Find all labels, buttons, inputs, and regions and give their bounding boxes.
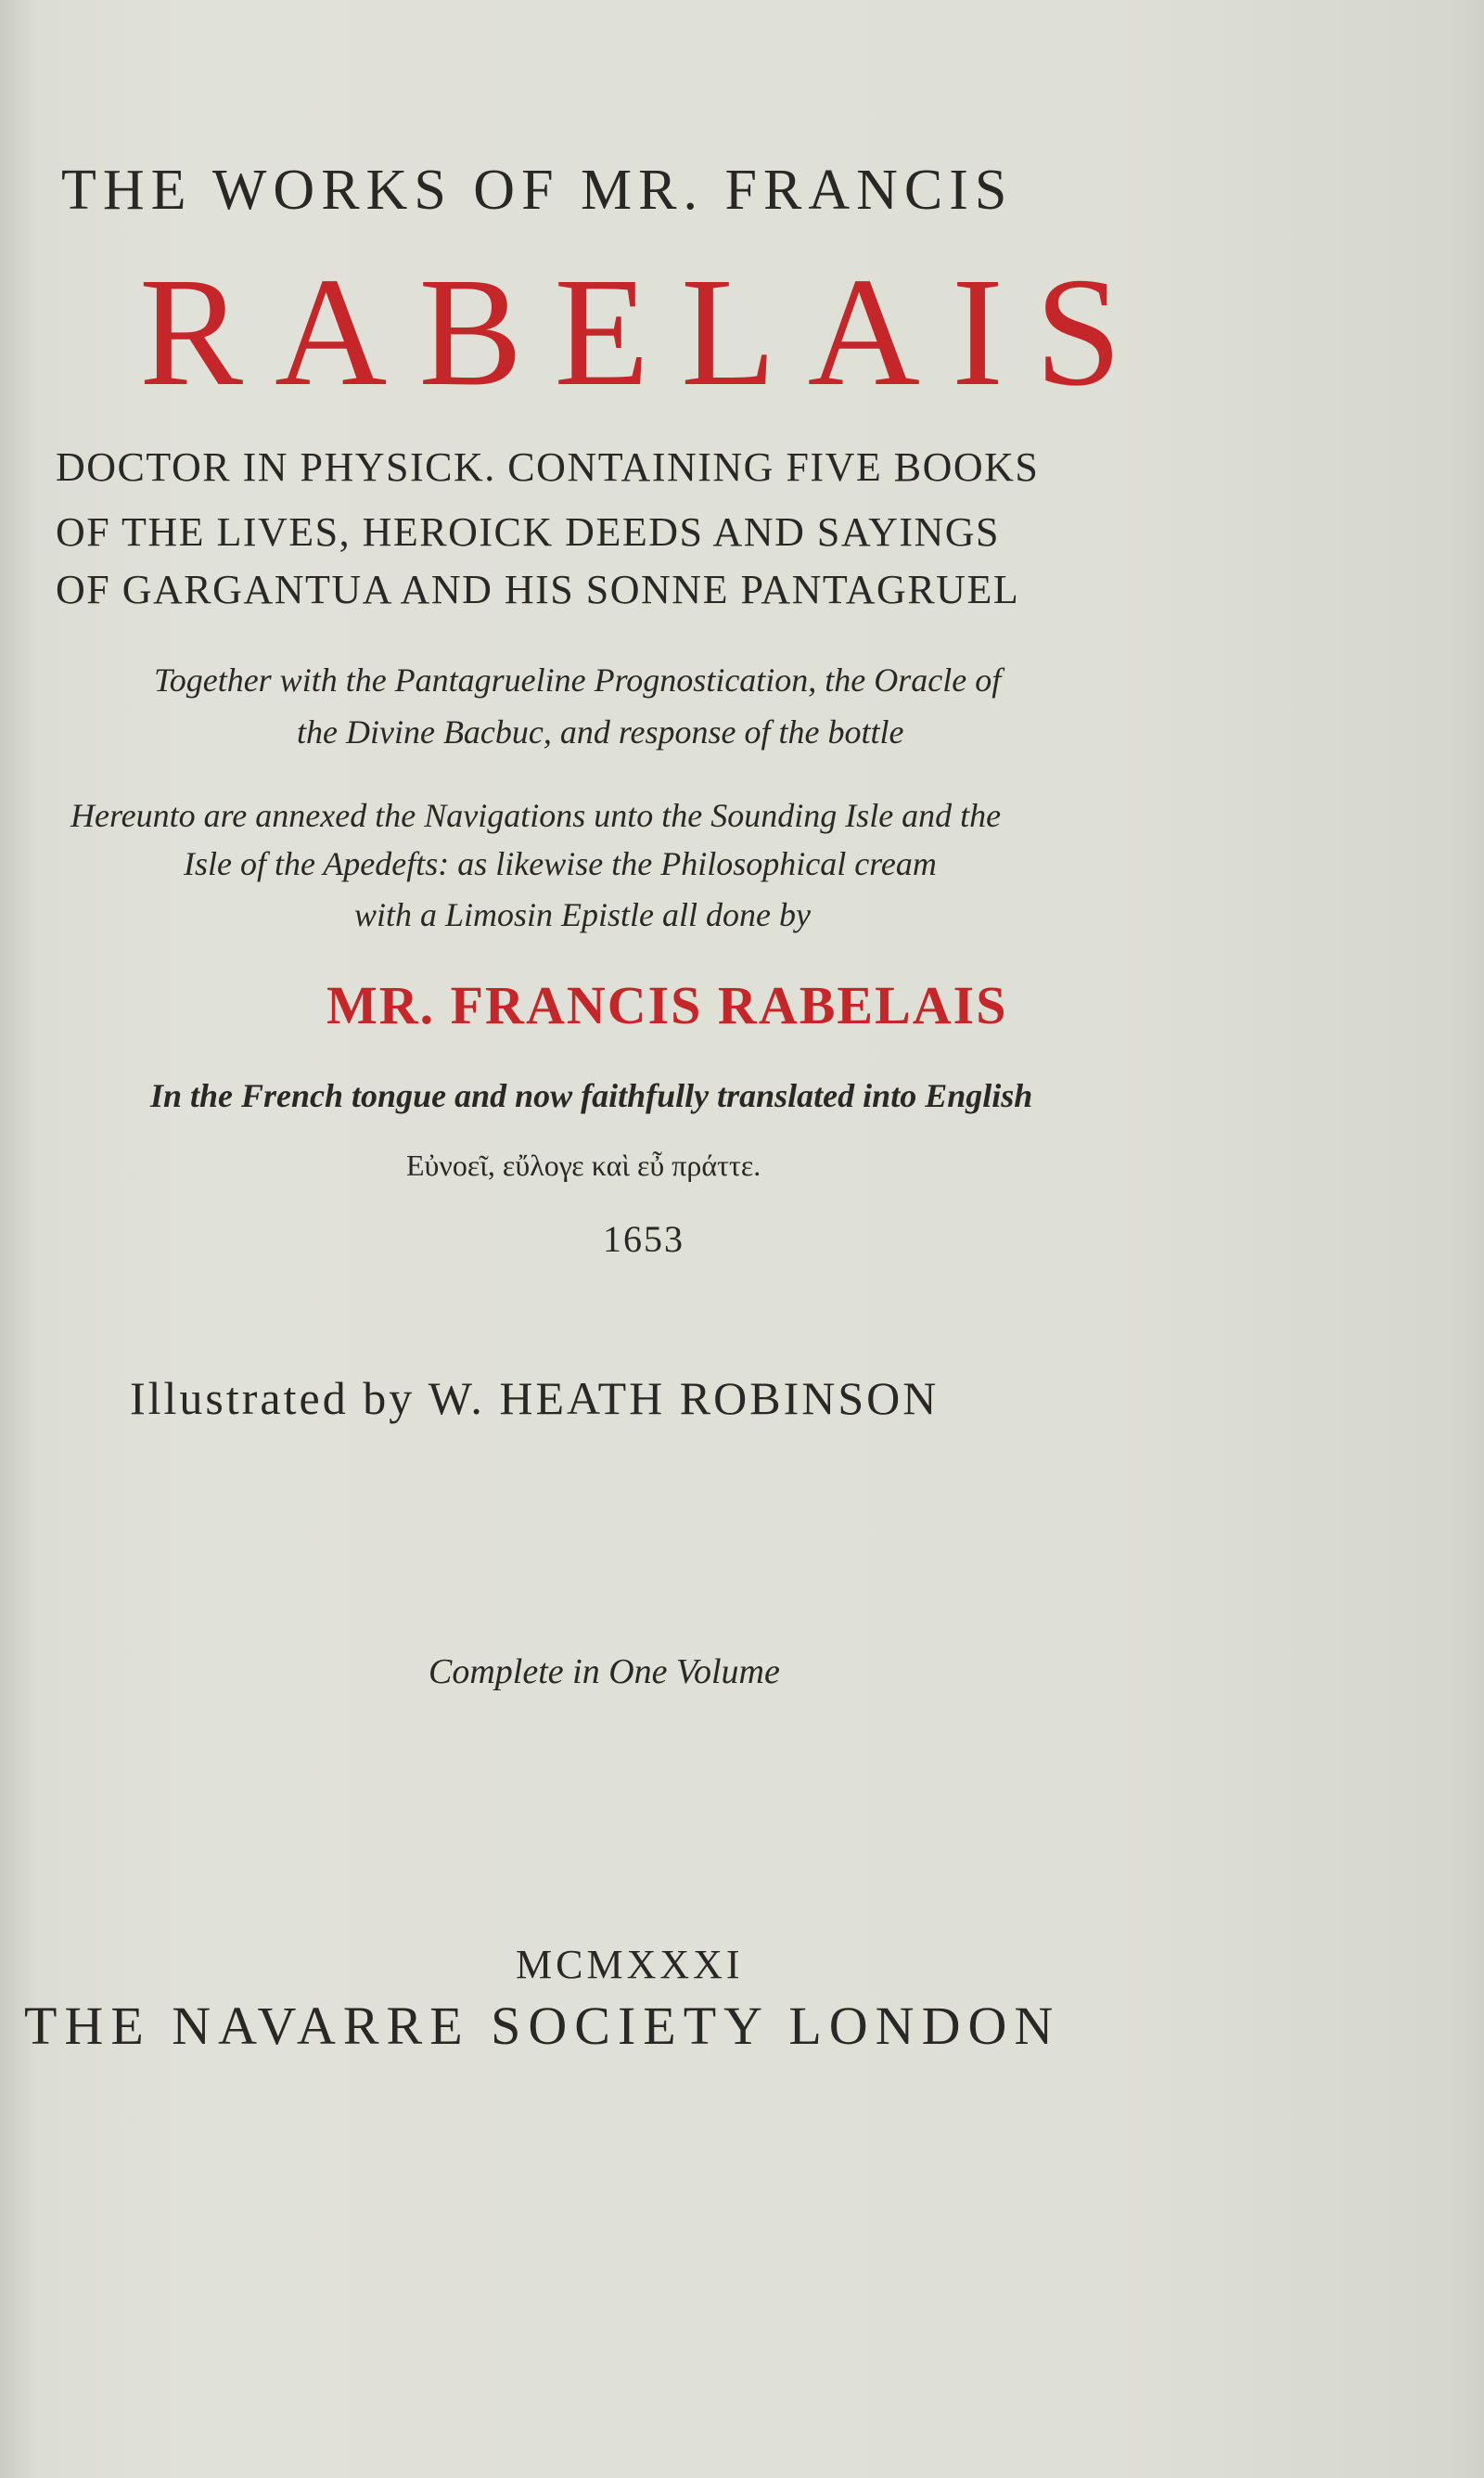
title-top-line: THE WORKS OF MR. FRANCIS bbox=[61, 159, 1014, 222]
subtitle-line-3: OF GARGANTUA AND HIS SONNE PANTAGRUEL bbox=[56, 567, 1020, 612]
hereunto-line-3: with a Limosin Epistle all done by bbox=[354, 896, 811, 933]
author-name: MR. FRANCIS RABELAIS bbox=[326, 975, 1008, 1035]
hereunto-line-2: Isle of the Apedefts: as likewise the Philosophical cream bbox=[184, 845, 937, 882]
greek-motto: Εὐνοεῖ, εὔλογε καὶ εὖ πράττε. bbox=[406, 1149, 761, 1182]
subtitle-line-2: OF THE LIVES, HEROICK DEEDS AND SAYINGS bbox=[56, 509, 1001, 555]
original-year: 1653 bbox=[603, 1218, 684, 1260]
publication-date: MCMXXXI bbox=[516, 1942, 744, 1987]
volume-note: Complete in One Volume bbox=[429, 1652, 780, 1691]
publisher-imprint: THE NAVARRE SOCIETY LONDON bbox=[24, 1996, 1061, 2056]
illustrator-credit: Illustrated by W. HEATH ROBINSON bbox=[130, 1372, 940, 1424]
translation-note: In the French tongue and now faithfully translated into English bbox=[150, 1077, 1033, 1114]
subtitle-line-1: DOCTOR IN PHYSICK. CONTAINING FIVE BOOKS bbox=[56, 444, 1040, 490]
together-line-2: the Divine Bacbuc, and response of the bottle bbox=[297, 713, 904, 751]
hereunto-line-1: Hereunto are annexed the Navigations unto the Sounding Isle and the bbox=[70, 797, 1002, 834]
main-title: RABELAIS bbox=[139, 246, 1154, 418]
together-line-1: Together with the Pantagrueline Prognostication, the Oracle of bbox=[154, 661, 1002, 699]
